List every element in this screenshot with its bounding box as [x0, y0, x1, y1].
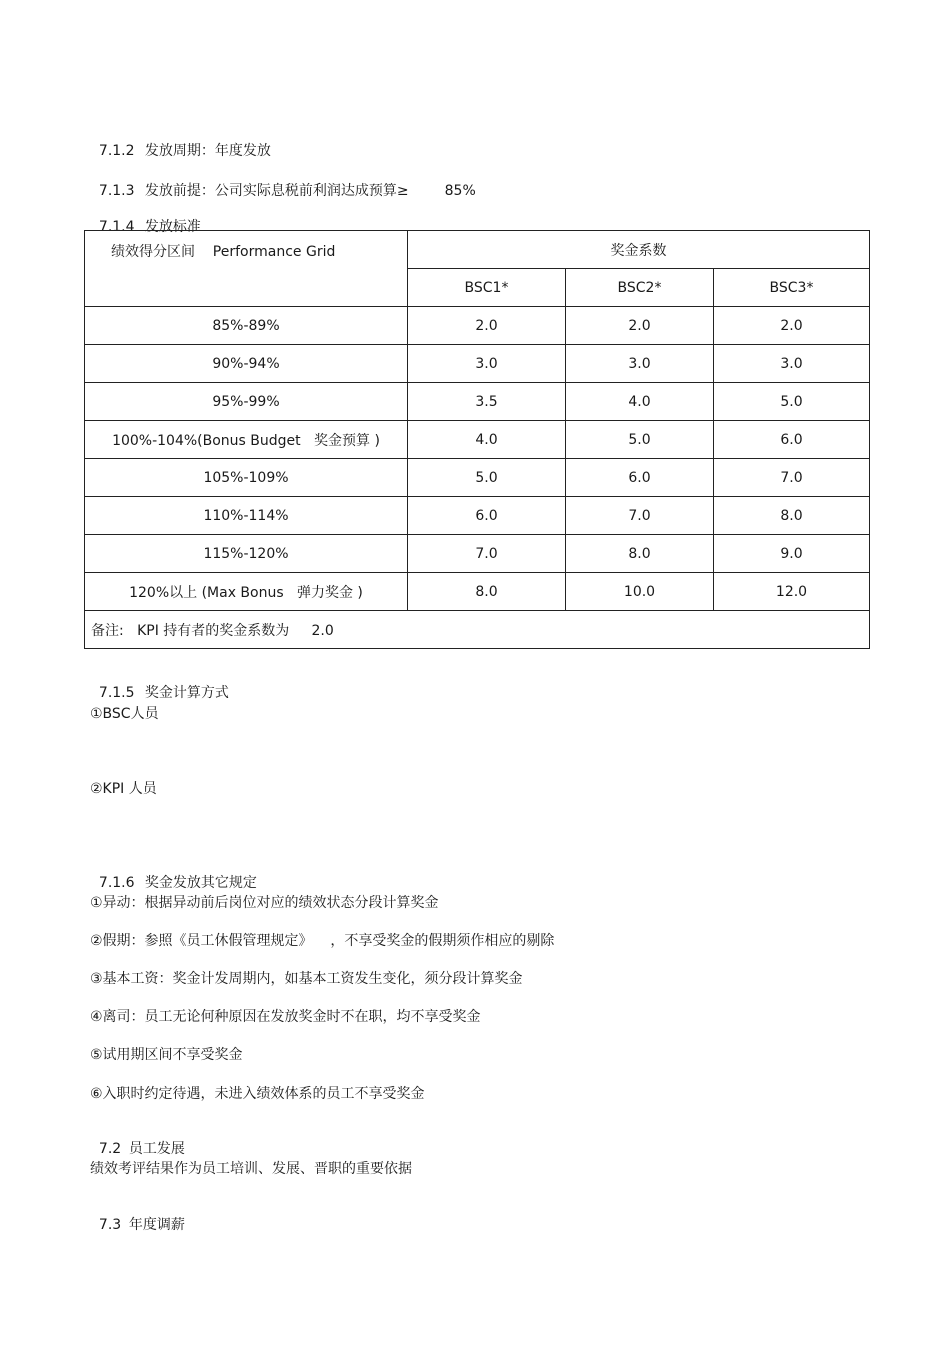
section-text: 发放前提：公司实际息税前利润达成预算≥	[144, 183, 409, 199]
value-cell: 5.0	[408, 459, 566, 497]
section-number: 7.3	[98, 1217, 122, 1233]
value-cell: 4.0	[566, 383, 714, 421]
section-text: 发放周期：年度发放	[144, 143, 271, 159]
value-cell: 2.0	[566, 307, 714, 345]
section-number: 7.1.3	[98, 183, 135, 199]
table-row	[85, 383, 870, 421]
section-text: 年度调薪	[128, 1217, 185, 1233]
value-cell: 3.0	[408, 345, 566, 383]
range-cell: 115%-120%	[85, 535, 408, 573]
rule-item: ⑤试用期区间不享受奖金	[90, 1047, 243, 1063]
table-row	[85, 345, 870, 383]
section-text: 奖金发放其它规定	[144, 875, 257, 891]
kpi-staff-line: ②KPI 人员	[90, 781, 157, 797]
value-cell: 2.0	[408, 307, 566, 345]
column-header: BSC1*	[408, 269, 566, 307]
range-cell: 95%-99%	[85, 383, 408, 421]
table-row	[85, 535, 870, 573]
rule-item: ⑥入职时约定待遇，未进入绩效体系的员工不享受奖金	[90, 1086, 425, 1102]
column-header: BSC2*	[566, 269, 714, 307]
value-cell: 5.0	[714, 383, 870, 421]
section-number: 7.1.2	[98, 143, 135, 159]
section-text: 员工发展	[128, 1141, 185, 1157]
value-cell: 3.0	[566, 345, 714, 383]
range-cell: 110%-114%	[85, 497, 408, 535]
section-7-1-3	[90, 164, 476, 200]
value-cell: 4.0	[408, 421, 566, 459]
rule-item: ②假期：参照《员工休假管理规定》 ，不享受奖金的假期须作相应的剔除	[90, 933, 555, 949]
value-cell: 3.5	[408, 383, 566, 421]
table-note-row	[85, 611, 870, 649]
section-7-2	[90, 1122, 185, 1158]
bonus-coefficient-table	[84, 230, 870, 649]
table-row	[85, 459, 870, 497]
table-row	[85, 497, 870, 535]
section-number: 7.1.4	[98, 219, 135, 235]
rule-item: ①异动：根据异动前后岗位对应的绩效状态分段计算奖金	[90, 895, 439, 911]
section-number: 7.1.5	[98, 685, 135, 701]
table-row	[85, 307, 870, 345]
table-header-row	[85, 231, 870, 269]
value-cell: 9.0	[714, 535, 870, 573]
value-cell: 8.0	[714, 497, 870, 535]
section-text: 奖金计算方式	[144, 685, 229, 701]
development-text: 绩效考评结果作为员工培训、发展、晋职的重要依据	[90, 1161, 412, 1177]
bonus-coefficient-header: 奖金系数	[408, 231, 870, 269]
section-7-1-2	[90, 124, 271, 160]
value-cell: 8.0	[408, 573, 566, 611]
value-cell: 7.0	[408, 535, 566, 573]
value-cell: 8.0	[566, 535, 714, 573]
value-cell: 6.0	[408, 497, 566, 535]
performance-grid-header: 绩效得分区间 Performance Grid	[85, 231, 408, 307]
bsc-staff-line: ①BSC人员	[90, 706, 159, 722]
range-cell: 85%-89%	[85, 307, 408, 345]
table-row	[85, 421, 870, 459]
value-cell: 5.0	[566, 421, 714, 459]
column-header: BSC3*	[714, 269, 870, 307]
table-note: 备注: KPI 持有者的奖金系数为 2.0	[85, 611, 870, 649]
rule-item: ③基本工资：奖金计发周期内，如基本工资发生变化，须分段计算奖金	[90, 971, 523, 987]
rule-item: ④离司：员工无论何种原因在发放奖金时不在职，均不享受奖金	[90, 1009, 481, 1025]
value-cell: 10.0	[566, 573, 714, 611]
value-cell: 6.0	[714, 421, 870, 459]
table-row	[85, 573, 870, 611]
value-cell: 7.0	[566, 497, 714, 535]
section-7-1-6	[90, 856, 257, 892]
value-cell: 2.0	[714, 307, 870, 345]
section-number: 7.1.6	[98, 875, 135, 891]
range-cell: 90%-94%	[85, 345, 408, 383]
section-7-3	[90, 1198, 185, 1234]
section-text: 发放标准	[144, 219, 201, 235]
threshold-value: 85%	[444, 183, 476, 199]
value-cell: 12.0	[714, 573, 870, 611]
value-cell: 7.0	[714, 459, 870, 497]
section-7-1-5	[90, 666, 229, 702]
range-cell: 105%-109%	[85, 459, 408, 497]
range-cell: 120%以上 (Max Bonus 弹力奖金 )	[85, 573, 408, 611]
section-number: 7.2	[98, 1141, 122, 1157]
value-cell: 3.0	[714, 345, 870, 383]
range-cell: 100%-104%(Bonus Budget 奖金预算 )	[85, 421, 408, 459]
value-cell: 6.0	[566, 459, 714, 497]
